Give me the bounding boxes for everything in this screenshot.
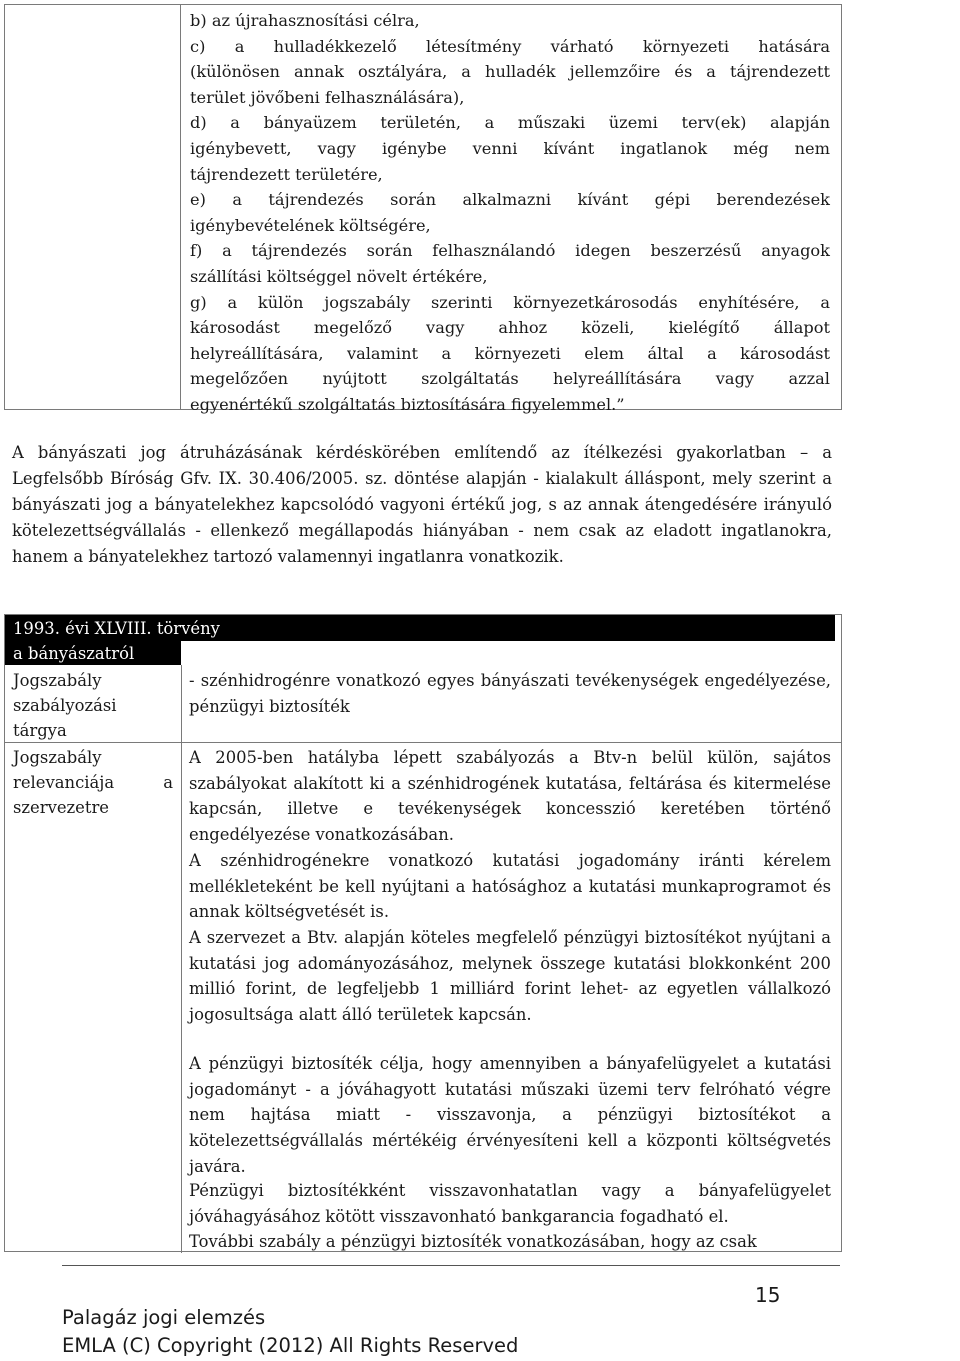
row2-paragraph: A pénzügyi biztosíték célja, hogy amennyiben a bányafelügyelet a kutatási jogadományt - a jóváhagyott kutatási műszaki üzemi terv felróható végre nem hajtása miatt - visszavonja, a pénzügyi biztosítékot a kötelezettségvállalás mértékéig érvényesíteni kell a központi költségvetés javára.: [189, 1054, 831, 1176]
quote-line: terület jövőbeni felhasználására),: [190, 87, 465, 107]
quote-line: (különösen annak osztályára, a hulladék jellemzőire és a tájrendezett: [190, 62, 830, 82]
row1-label-line: szabályozási: [13, 696, 117, 715]
row2-paragraph: További szabály a pénzügyi biztosíték vonatkozásában, hogy az csak: [189, 1232, 757, 1251]
footer-divider: [62, 1265, 840, 1266]
quote-line: károsodást megelőző vagy ahhoz közeli, kielégítő állapot: [190, 318, 830, 338]
footer-title: Palagáz jogi elemzés: [62, 1306, 266, 1329]
quote-line: c) a hulladékkezelő létesítmény várható környezeti hatására: [190, 36, 830, 56]
quote-line: egyenértékű szolgáltatás biztosítására figyelemmel.”: [190, 394, 625, 414]
quote-line: tájrendezett területére,: [190, 164, 383, 184]
footer-copyright: EMLA (C) Copyright (2012) All Rights Reserved: [62, 1334, 519, 1357]
row1-label: [13, 668, 173, 743]
law-table: [4, 614, 842, 1252]
quote-line: igénybevett, vagy igénybe venni kívánt ingatlanok még nem: [190, 138, 830, 158]
quote-line: b) az újrahasznosítási célra,: [190, 11, 420, 30]
quote-line: e) a tájrendezés során alkalmazni kívánt gépi berendezések: [190, 190, 830, 210]
row2-paragraph: A szervezet a Btv. alapján köteles megfelelő pénzügyi biztosítékot nyújtani a kutatási jog adományozásához, melynek összege kutatási blokkonként 200 millió forint, de legfeljebb 1 milliárd forint lehet- az egyetlen vállalkozó jogosultsága alatt álló területek kapcsán.: [189, 928, 831, 1025]
row2-paragraph: Pénzügyi biztosítékként visszavonhatatlan vagy a bányafelügyelet jóváhagyásához kötött visszavonható bankgarancia fogadható el.: [189, 1181, 831, 1226]
quote-text: [190, 8, 830, 418]
quote-line: g) a külön jogszabály szerinti környezetkárosodás enyhítésére, a: [190, 292, 830, 312]
column-divider: [181, 665, 182, 1253]
body-paragraph: A bányászati jog átruházásának kérdéskörében említendő az ítélkezési gyakorlatban – a Legfelsőbb Bíróság Gfv. IX. 30.406/2005. sz. döntése alapján - kialakult álláspont, mely szerint a bányászati jog a bányatelekhez kapcsolódó vagyoni értékű jog, s az annak átengedésére irányuló kötelezettségvállalás - ellenkező megállapodás hiányában - nem csak az eladott ingatlanokra, hanem a bányatelekhez tartozó valamennyi ingatlanra vonatkozik.: [12, 443, 832, 566]
row2-label-line: Jogszabály: [13, 748, 102, 767]
law-subtitle: a bányászatról: [13, 644, 135, 663]
quote-table-left-cell: [5, 5, 181, 409]
quote-line: megelőzően nyújtott szolgáltatás helyreállítására vagy azzal: [190, 369, 830, 389]
law-title: 1993. évi XLVIII. törvény: [13, 619, 220, 638]
quote-line: igénybevételének költségére,: [190, 215, 431, 235]
row2-paragraph: A 2005-ben hatályba lépett szabályozás a Btv-n belül külön, sajátos szabályokat alakított ki a szénhidrogének kutatása, feltárása és kitermelése kapcsán, illetve e tevékenységek koncesszió keretében történő engedélyezése vonatkozásában.: [189, 748, 831, 845]
quote-line: helyreállítására, valamint a környezeti elem által a károsodást: [190, 343, 830, 363]
row2-label-line: szervezetre: [13, 798, 109, 817]
page-number: 15: [755, 1283, 781, 1307]
row2-label: [13, 745, 173, 820]
law-table-header: [5, 615, 841, 665]
row1-label-line: Jogszabály: [13, 671, 102, 690]
row1-label-line: tárgya: [13, 721, 67, 740]
quote-line: szállítási költséggel növelt értékére,: [190, 266, 488, 286]
row2-paragraph: A szénhidrogénekre vonatkozó kutatási jogadomány iránti kérelem mellékleteként be kell nyújtani a hatósághoz a kutatási munkaprogramot és annak költségvetését is.: [189, 851, 831, 922]
row2-label-word: relevanciája: [13, 773, 115, 792]
row1-text: - szénhidrogénre vonatkozó egyes bányászati tevékenységek engedélyezése, pénzügyi biztosíték: [189, 671, 831, 716]
row2-label-line: [13, 770, 173, 795]
row2-label-word: a: [163, 773, 173, 792]
quote-line: d) a bányaüzem területén, a műszaki üzemi terv(ek) alapján: [190, 113, 830, 133]
quote-line: f) a tájrendezés során felhasználandó idegen beszerzésű anyagok: [190, 241, 830, 261]
